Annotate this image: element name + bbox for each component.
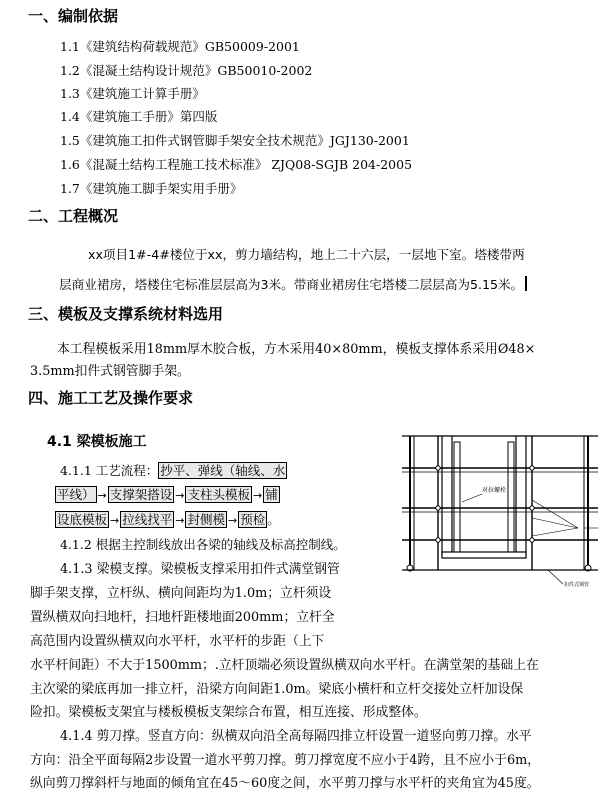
flow-line-1 bbox=[60, 461, 287, 479]
paragraph-4-1-2: 4.1.2 根据主控制线放出各梁的轴线及标高控制线。 bbox=[60, 537, 346, 552]
section-2-title: 二、工程概况 bbox=[28, 207, 119, 225]
reference-item-7: 1.7《建筑施工脚手架实用手册》 bbox=[60, 181, 243, 196]
paragraph-4-1-4-line-3: 纵向剪刀撑斜杆与地面的倾角宜在45～60度之间，水平剪刀撑与水平杆的夹角宜为45度。 bbox=[30, 776, 540, 791]
reference-item-3: 1.3《建筑施工计算手册》 bbox=[60, 86, 205, 101]
reference-item-6: 1.6《混凝土结构工程施工技术标准》 ZJQ08-SGJB 204-2005 bbox=[60, 157, 413, 172]
flow-step-4: 铺 bbox=[265, 487, 278, 502]
arrow-icon: → bbox=[227, 514, 238, 527]
diagram-label-pipe: 扣件式钢管 bbox=[564, 582, 590, 588]
overview-line-2: 层商业裙房，塔楼住宅标准层层高为3米。带商业裙房住宅塔楼二层层高为5.15米。 bbox=[59, 277, 524, 292]
arrow-icon: → bbox=[252, 489, 263, 502]
overview-line-2-wrap bbox=[59, 274, 527, 293]
flow-step-6: 封侧模 bbox=[187, 512, 225, 527]
overview-line-1: xx项目1#-4#楼位于xx，剪力墙结构，地上二十六层，一层地下室。塔楼带两 bbox=[88, 247, 525, 262]
diagram-label-bolt: 对拉螺栓 bbox=[482, 487, 507, 494]
paragraph-4-1-3-line-7: 险扣。梁模板支架宜与楼板模板支架综合布置，相互连接、形成整体。 bbox=[30, 705, 427, 720]
section-1-title: 一、编制依据 bbox=[28, 7, 119, 25]
flow-step-1-cont: 平线） bbox=[57, 487, 95, 502]
beam-formwork-diagram bbox=[398, 428, 608, 588]
reference-item-1: 1.1《建筑结构荷载规范》GB50009-2001 bbox=[60, 39, 300, 54]
flow-prefix: 4.1.1 工艺流程： bbox=[60, 463, 159, 478]
flow-line-2 bbox=[55, 486, 280, 503]
flow-step-1: 抄平、弹线（轴线、水 bbox=[160, 463, 286, 478]
arrow-icon: → bbox=[175, 514, 185, 527]
arrow-icon: → bbox=[110, 514, 120, 527]
section-4-title: 四、施工工艺及操作要求 bbox=[28, 389, 194, 407]
paragraph-4-1-3-line-4: 高范围内设置纵横双向水平杆，水平杆的步距（上下 bbox=[30, 634, 325, 649]
reference-item-2: 1.2《混凝土结构设计规范》GB50010-2002 bbox=[60, 63, 313, 78]
text-cursor bbox=[525, 276, 527, 291]
paragraph-4-1-4-line-1: 4.1.4 剪刀撑。竖直方向：纵横双向沿全高每隔四排立杆设置一道竖向剪刀撑。水平 bbox=[60, 729, 532, 744]
flow-line-3 bbox=[55, 510, 280, 528]
materials-line-2: 3.5mm扣件式钢管脚手架。 bbox=[30, 364, 190, 379]
flow-end: 。 bbox=[267, 512, 280, 527]
arrow-icon: → bbox=[97, 489, 107, 502]
arrow-icon: → bbox=[175, 489, 185, 502]
reference-item-4: 1.4《建筑施工手册》第四版 bbox=[60, 109, 218, 124]
paragraph-4-1-3-line-3: 置纵横双向扫地杆，扫地杆距楼地面200mm；立杆全 bbox=[30, 610, 335, 625]
paragraph-4-1-4-line-2: 方向：沿全平面每隔2步设置一道水平剪刀撑。剪刀撑宽度不应小于4跨，且不应小于6m， bbox=[30, 753, 541, 768]
paragraph-4-1-3-line-2: 脚手架支撑，立杆纵、横向间距均为1.0m；立杆须设 bbox=[30, 586, 332, 601]
flow-step-5: 拉线找平 bbox=[122, 512, 173, 527]
materials-line-1: 本工程模板采用18mm厚木胶合板，方木采用40×80mm，模板支撑体系采用Ø48× bbox=[57, 342, 536, 357]
paragraph-4-1-3-line-1: 4.1.3 梁模支撑。梁模板支撑采用扣件式满堂钢管 bbox=[60, 562, 340, 577]
paragraph-4-1-3-line-6: 主次梁的梁底再加一排立杆，沿梁方向间距1.0m。梁底小横杆和立杆交接处立杆加设保 bbox=[30, 682, 524, 697]
reference-item-5: 1.5《建筑施工扣件式钢管脚手架安全技术规范》JGJ130-2001 bbox=[60, 133, 410, 148]
paragraph-4-1-3-line-5: 水平杆间距）不大于1500mm；.立杆顶端必须设置纵横双向水平杆。在满堂架的基础上在 bbox=[30, 658, 539, 673]
flow-step-2: 支撑架搭设 bbox=[109, 487, 173, 502]
subsection-4-1-title: 4.1 梁模板施工 bbox=[47, 434, 147, 450]
flow-step-3: 支柱头模板 bbox=[187, 487, 250, 502]
section-3-title: 三、模板及支撑系统材料选用 bbox=[28, 305, 224, 323]
flow-step-7: 预检 bbox=[240, 512, 266, 527]
flow-step-4-cont: 设底模板 bbox=[57, 512, 108, 527]
